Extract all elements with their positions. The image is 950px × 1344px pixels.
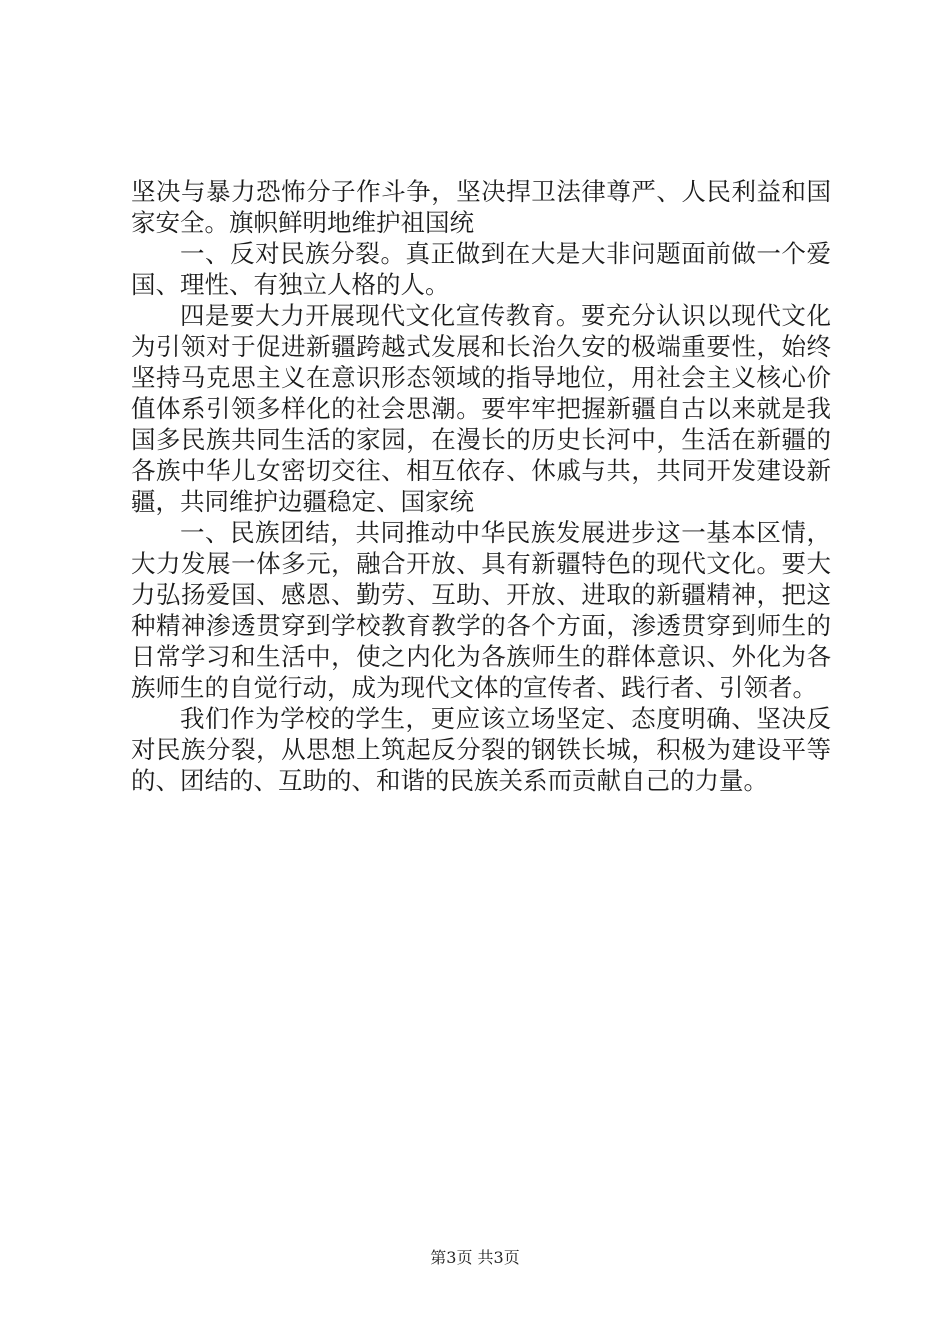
paragraph-2: 一、反对民族分裂。真正做到在大是大非问题面前做一个爱国、理性、有独立人格的人。 <box>131 239 831 299</box>
paragraph-5: 我们作为学校的学生，更应该立场坚定、态度明确、坚决反对民族分裂，从思想上筑起反分裂的钢铁长城，积极为建设平等的、团结的、互助的、和谐的民族关系而贡献自己的力量。 <box>131 704 831 795</box>
paragraph-4: 一、民族团结，共同推动中华民族发展进步这一基本区情，大力发展一体多元，融合开放、具有新疆特色的现代文化。要大力弘扬爱国、感恩、勤劳、互助、开放、进取的新疆精神，把这种精神渗透贯穿到学校教育教学的各个方面，渗透贯穿到师生的日常学习和生活中，使之内化为各族师生的群体意识、外化为各族师生的自觉行动，成为现代文体的宣传者、践行者、引领者。 <box>131 518 831 702</box>
page-number-footer: 第3页 共3页 <box>430 1248 520 1267</box>
document-body <box>131 176 831 796</box>
paragraph-3: 四是要大力开展现代文化宣传教育。要充分认识以现代文化为引领对于促进新疆跨越式发展和长治久安的极端重要性，始终坚持马克思主义在意识形态领域的指导地位，用社会主义核心价值体系引领多样化的社会思潮。要牢牢把握新疆自古以来就是我国多民族共同生活的家园，在漫长的历史长河中，生活在新疆的各族中华儿女密切交往、相互依存、休戚与共，共同开发建设新疆，共同维护边疆稳定、国家统 <box>131 301 831 516</box>
paragraph-1: 坚决与暴力恐怖分子作斗争，坚决捍卫法律尊严、人民利益和国家安全。旗帜鲜明地维护祖国统 <box>131 177 831 237</box>
